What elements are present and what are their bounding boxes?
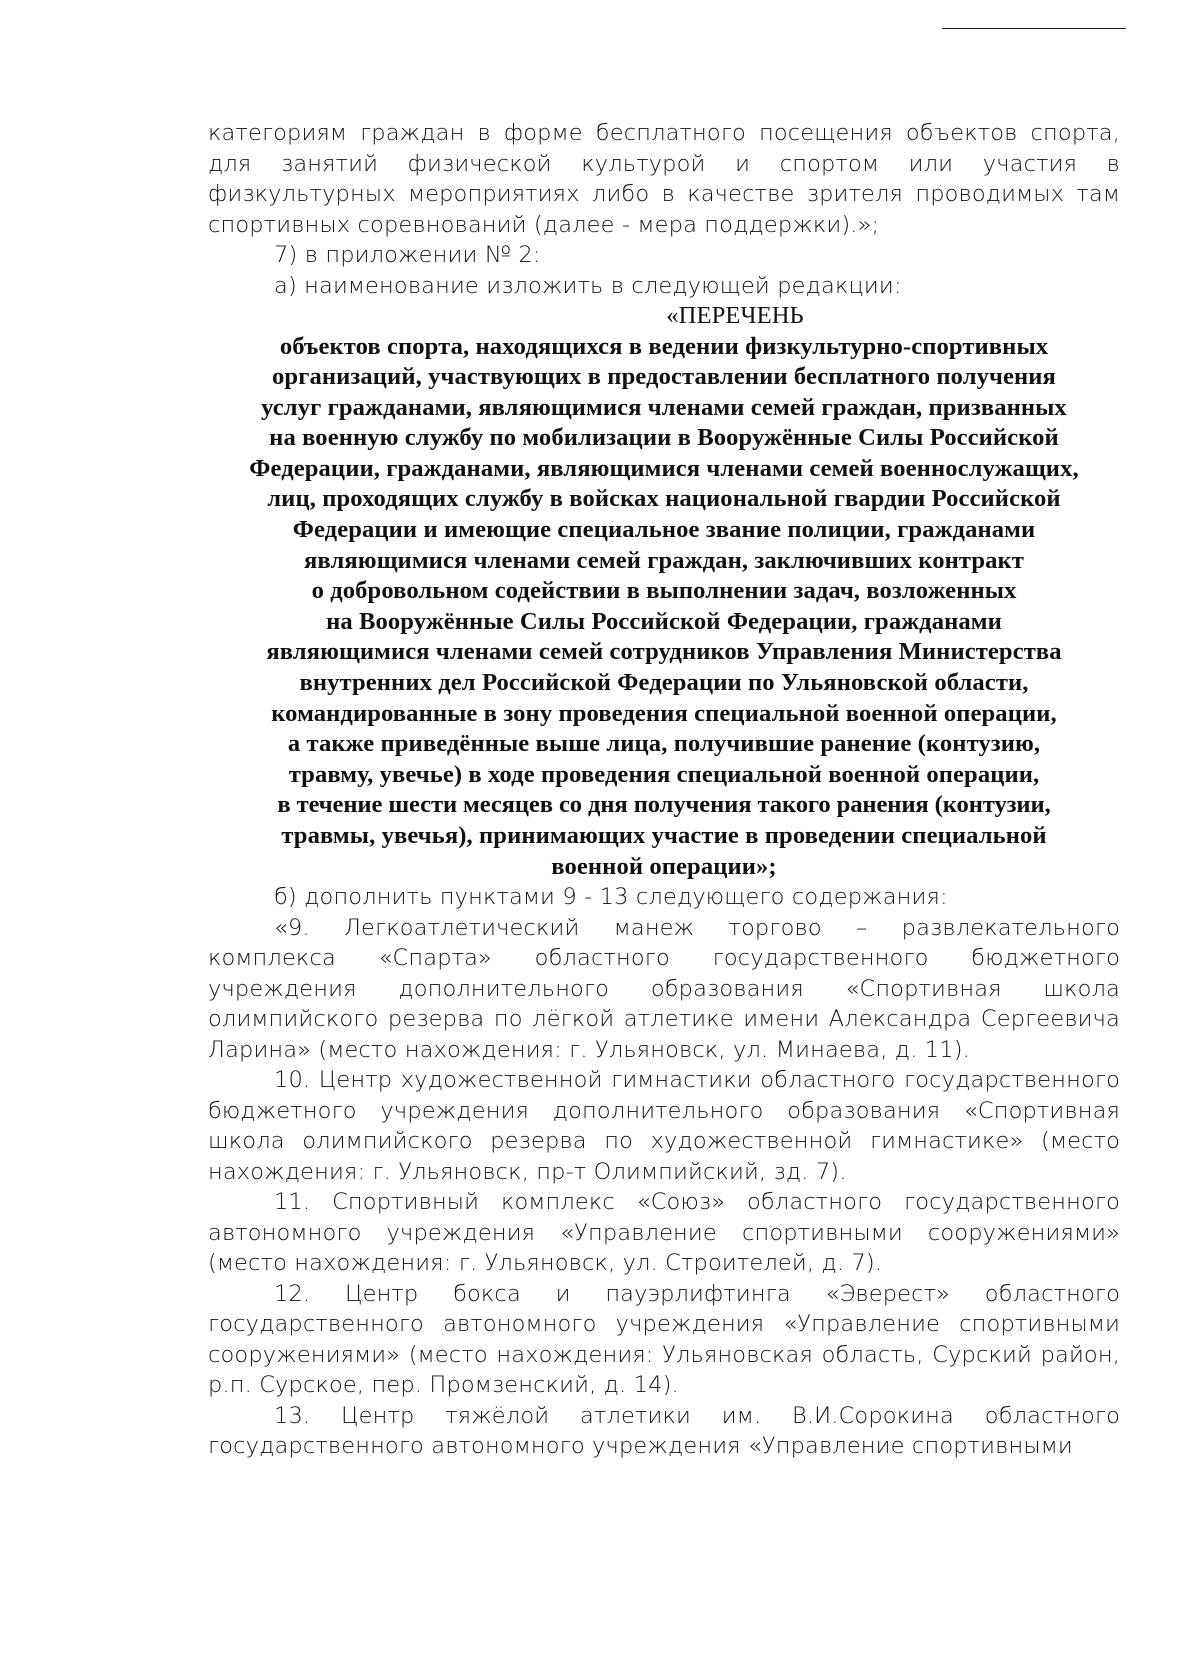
title-line: лиц, проходящих службу в войсках национальной гвардии Российской	[267, 485, 1061, 513]
item-b: б) дополнить пунктами 9 - 13 следующего содержания:	[274, 884, 948, 911]
title-line: а также приведённые выше лица, получившие ранение (контузию,	[287, 730, 1041, 758]
header-rule	[942, 28, 1126, 29]
point-11: 11. Спортивный комплекс «Союз» областного государственного автономного учреждения «Управление спортивными сооружениями» (место нахождения: г. Ульяновск, ул. Строителей, д. 7).	[208, 1189, 1120, 1277]
title-word: «ПЕРЕЧЕНЬ	[666, 302, 804, 329]
title-line: травму, увечье) в ходе проведения специальной военной операции,	[288, 760, 1040, 788]
title-line: на Вооружённые Силы Российской Федерации, гражданами	[326, 607, 1002, 635]
title-line: объектов спорта, находящихся в ведении физкультурно-спортивных	[279, 332, 1049, 360]
list-title	[208, 301, 1120, 882]
item-7: 7) в приложении № 2:	[274, 242, 541, 268]
title-line: организаций, участвующих в предоставлении бесплатного получения	[272, 363, 1056, 391]
title-line: Федерации, гражданами, являющимися членами семей военнослужащих,	[249, 454, 1079, 482]
point-10: 10. Центр художественной гимнастики областного государственного бюджетного учреждения дополнительного образования «Спортивная школа олимпийского резерва по художественной гимнастике» (место нахождения: г. Ульяновск, пр-т Олимпийский, зд. 7).	[208, 1067, 1120, 1185]
intro-paragraph: категориям граждан в форме бесплатного посещения объектов спорта, для занятий физической культурой и спортом или участия в физкультурных мероприятиях либо в качестве зрителя проводимых там спортивных соревнований (далее - мера поддержки).»;	[208, 120, 1120, 238]
title-line: услуг гражданами, являющимися членами семей граждан, призванных	[261, 393, 1067, 421]
title-line: на военную службу по мобилизации в Вооружённые Силы Российской	[269, 424, 1059, 452]
title-line: военной операции»;	[551, 852, 777, 880]
point-9: «9. Легкоатлетический манеж торгово – развлекательного комплекса «Спарта» областного государственного бюджетного учреждения дополнительного образования «Спортивная школа олимпийского резерва по лёгкой атлетике имени Александра Сергеевича Ларина» (место нахождения: г. Ульяновск, ул. Минаева, д. 11).	[208, 914, 1120, 1063]
title-line: являющимися членами семей граждан, заключивших контракт	[304, 546, 1024, 574]
item-a: а) наименование изложить в следующей редакции:	[274, 272, 902, 299]
title-line: командированные в зону проведения специальной военной операции,	[271, 699, 1057, 727]
title-line: внутренних дел Российской Федерации по Ульяновской области,	[299, 669, 1029, 697]
title-line: являющимися членами семей сотрудников Управления Министерства	[266, 638, 1062, 666]
title-line: травмы, увечья), принимающих участие в проведении специальной	[281, 822, 1047, 849]
title-line: о добровольном содействии в выполнении задач, возложенных	[311, 577, 1017, 605]
document-page	[208, 118, 1120, 1462]
title-line: в течение шести месяцев со дня получения такого ранения (контузии,	[277, 791, 1051, 819]
point-12: 12. Центр бокса и пауэрлифтинга «Эверест» областного государственного автономного учреждения «Управление спортивными сооружениями» (место нахождения: Ульяновская область, Сурский район, р.п. Сурское, пер. Промзенский, д. 14).	[208, 1280, 1120, 1399]
point-13: 13. Центр тяжёлой атлетики им. В.И.Сорокина областного государственного автономного учреждения «Управление спортивными	[208, 1402, 1120, 1460]
title-line: Федерации и имеющие специальное звание полиции, гражданами	[292, 516, 1036, 544]
